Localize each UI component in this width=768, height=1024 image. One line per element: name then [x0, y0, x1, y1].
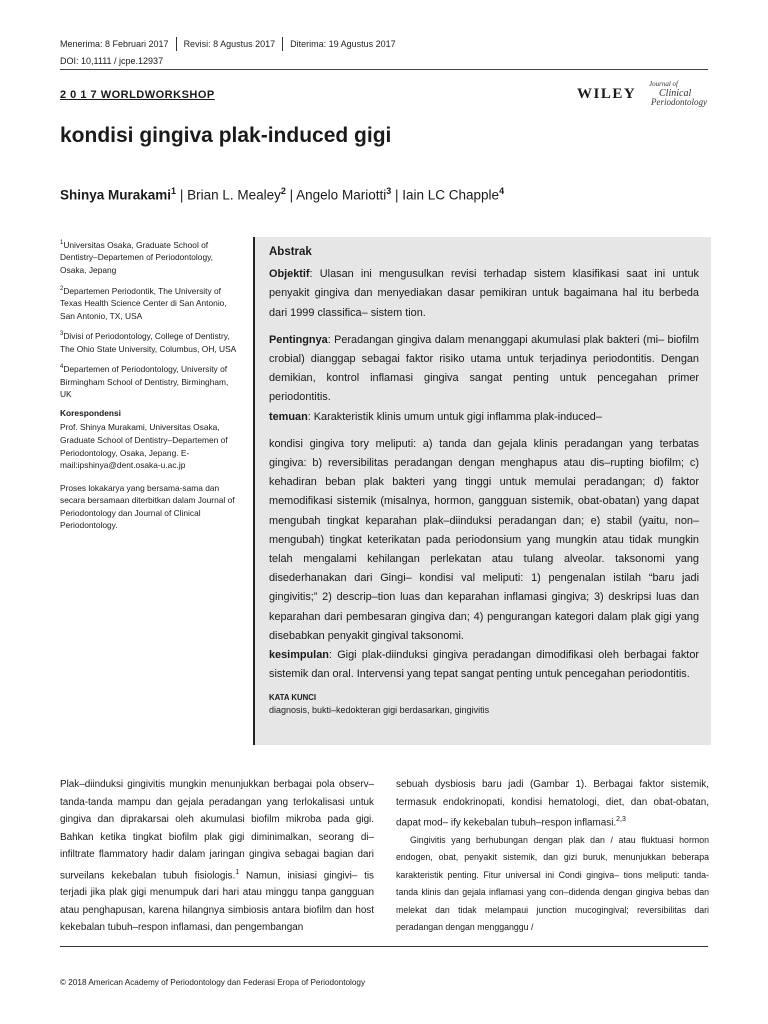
spacer: [269, 323, 699, 331]
body-text: sebuah dysbiosis baru jadi (Gambar 1). Berbagai faktor sistemik, termasuk endokrinopati, kondisi hematologi, diet, dan obat-obatan, dapat mod‒ ify kekebalan tubuh‒respon inflamasi.: [396, 779, 709, 829]
affiliation-text: Divisi of Periodontology, College of Dentistry, The Ohio State University, Columbus, OH, USA: [60, 330, 237, 354]
author-separator: |: [391, 187, 403, 203]
citation[interactable]: 2,3: [616, 816, 626, 823]
separator: [282, 37, 283, 51]
author-separator: |: [176, 187, 188, 203]
author-name[interactable]: Brian L. Mealey: [187, 187, 281, 203]
findings-text: : Karakteristik klinis umum untuk gigi inflamma plak-induced‒: [307, 410, 602, 423]
affiliation-number: 1: [60, 240, 64, 246]
abstract-findings: [269, 408, 699, 427]
author-name[interactable]: Shinya Murakami: [60, 187, 172, 203]
affiliation: [60, 361, 238, 401]
affiliation: [60, 328, 238, 355]
affiliation-text: Universitas Osaka, Graduate School of Dentistry‒Departemen of Periodontology, Osaka, Jepang: [60, 239, 214, 275]
affiliations-sidebar: [60, 237, 238, 538]
revised-date: Revisi: 8 Agustus 2017: [183, 39, 276, 49]
conclusion-text: : Gigi plak-diinduksi gingiva peradangan dimodifikasi oleh berbagai faktor sistemik dan oral. Intervensi yang tepat sangat penting untuk pencegahan periodontitis.: [269, 649, 699, 681]
keywords: diagnosis, bukti‒kedokteran gigi berdasarkan, gingivitis: [269, 705, 490, 716]
body-paragraph: Namun, inisiasi gingivi‒ tis terjadi jika plak gigi menumpuk dari hari atau minggu tanpa gangguan atau penghapusan, karena hilangnya simbiosis antara biofilm dan host kekebalan tubuh‒respon inflamasi, dan pengembangan: [60, 869, 374, 934]
journal-logo: [649, 80, 707, 107]
top-divider: [60, 69, 708, 70]
body-column-right: [396, 776, 709, 937]
author-affiliation-mark: 1: [171, 186, 177, 196]
citation[interactable]: 1: [235, 868, 240, 876]
findings-label: temuan: [269, 410, 308, 423]
body-paragraph: Plak‒diinduksi gingivitis mungkin menunjukkan berbagai pola observ‒tanda-tanda mampu dan gejala peradangan yang terlokalisasi untuk gingiva dan diprakarsai oleh akumulasi biofilm mikroba pada gigi. Bahkan ketika tingkat biofilm plak gigi diminimalkan, seorang di‒ infiltrate flammatory hadir dalam jaringan gingiva sebagai bagian dari surveilans kekebalan tubuh fisiologis.: [60, 779, 374, 881]
conclusion-label: kesimpulan: [269, 649, 329, 662]
abstract-objective: [269, 265, 699, 323]
abstract-box: [253, 237, 711, 745]
importance-label: Pentingnya: [269, 333, 328, 346]
journal-logo-line: Journal of: [649, 80, 678, 88]
objective-label: Objektif: [269, 268, 310, 281]
body-paragraph: [396, 776, 709, 832]
affiliation-number: 3: [60, 331, 64, 338]
accepted-date: Diterima: 19 Agustus 2017: [290, 39, 396, 49]
abstract-findings-continued: kondisi gingiva tory meliputi: a) tanda dan gejala klinis peradangan yang terbatas gingiva: b) reversibilitas peradangan dengan menghapus atau dis‒rupting biofilm; c) kehadiran beban plak bakteri yang tinggi untuk memulai peradangan; d) faktor memodifikasi sistemik (misalnya, hormon, gangguan sistemik, obat-obatan) yang dapat mengubah tingkat keparahan plak‒diinduksi peradangan dan; e) stabil (yaitu, non‒mengubah) tingkat keterikatan pada periodonsium yang mungkin atau tidak mungkin telah mengalami kehilangan perlekatan atau tulang alveolar. taksonomi yang disederhanakan dari Gingi‒ kondisi val meliputi: 1) pengenalan istilah “baru jadi gingivitis;” 2) descrip‒tion luas dan keparahan inflamasi gingiva; 3) deskripsi luas dan keparahan dari pembesaran gingiva dan; 4) pengurangan kategori dalam plak gigi yang disebabkan penyakit gingival taksonomi.: [269, 437, 699, 642]
body-column-left: [60, 776, 374, 937]
copublication-note: Proses lokakarya yang bersama-sama dan secara bersamaan diterbitkan dalam Journal of Periodontology dan Journal of Clinical Periodontology.: [60, 482, 235, 531]
publisher-logo: WILEY: [577, 86, 637, 102]
correspondence-heading: Korespondensi: [60, 407, 121, 418]
affiliation-number: 2: [60, 285, 64, 292]
author-separator: |: [285, 187, 297, 203]
affiliation: [60, 283, 238, 323]
doi[interactable]: DOI: 10,1111 / jcpe.12937: [60, 56, 164, 66]
objective-text: : Ulasan ini mengusulkan revisi terhadap sistem klasifikasi saat ini untuk penyakit gingiva dan menyediakan dasar pemikiran untuk bagaimana hal itu berbeda dari 1999 classifica‒ sistem tion.: [269, 268, 699, 319]
importance-text: : Peradangan gingiva dalam menanggapi akumulasi plak bakteri (mi‒ biofilm crobial) dianggap sebagai faktor risiko utama untuk terjadinya periodontitis. Dengan demikian, kontrol inflamasi gingiva sangat penting untuk pencegahan primer periodontitis.: [269, 333, 699, 404]
affiliation: [60, 237, 238, 277]
correspondence-text[interactable]: Prof. Shinya Murakami, Universitas Osaka, Graduate School of Dentistry‒Departemen of Periodontology, Osaka, Jepang. E-mail:ipshinya@dent.osaka-u.ac.jp: [60, 422, 228, 471]
article-history: [60, 37, 396, 51]
affiliation-text: Departemen of Periodontology, University of Birmingham School of Dentistry, Birmingham, UK: [60, 363, 229, 400]
abstract-conclusion: [269, 646, 699, 684]
spacer: [269, 427, 699, 435]
author-affiliation-mark: 4: [499, 186, 505, 196]
journal-logo-line: Clinical: [659, 88, 692, 99]
article-title: kondisi gingiva plak-induced gigi: [60, 124, 392, 147]
received-date: Menerima: 8 Februari 2017: [60, 39, 169, 49]
author-affiliation-mark: 2: [280, 186, 286, 196]
abstract-importance: [269, 331, 699, 408]
author-list: [60, 186, 504, 203]
separator: [176, 37, 177, 51]
section-label: 2 0 1 7 WORLDWORKSHOP: [60, 89, 215, 101]
affiliation-text: Departemen Periodontik, The University of Texas Health Science Center di San Antonio, San Antonio, TX, USA: [60, 285, 227, 321]
affiliation-number: 4: [60, 364, 64, 371]
author-name[interactable]: Angelo Mariotti: [296, 187, 387, 203]
keywords-heading: KATA KUNCI: [269, 693, 317, 703]
abstract-content: [269, 243, 699, 717]
author-name[interactable]: Iain LC Chapple: [402, 187, 500, 203]
abstract-heading: Abstrak: [269, 246, 312, 258]
body-paragraph: Gingivitis yang berhubungan dengan plak dan / atau fluktuasi hormon endogen, obat, penyakit sistemik, dan gizi buruk, menunjukkan beberapa karakteristik penting. Fitur universal ini Condi gingiva‒ tions meliputi: tanda-tanda klinis dan gejala inflamasi yang con‒didenda dengan gingiva bebas dan melekat dan tidak melampaui junction mucogingival; reversibilitas dari peradangan dengan mengganggu /: [396, 834, 709, 933]
author-affiliation-mark: 3: [386, 186, 392, 196]
bottom-divider: [60, 946, 708, 947]
copyright-footer: © 2018 American Academy of Periodontology dan Federasi Eropa of Periodontology: [60, 978, 366, 987]
journal-logo-line: Periodontology: [651, 97, 707, 107]
